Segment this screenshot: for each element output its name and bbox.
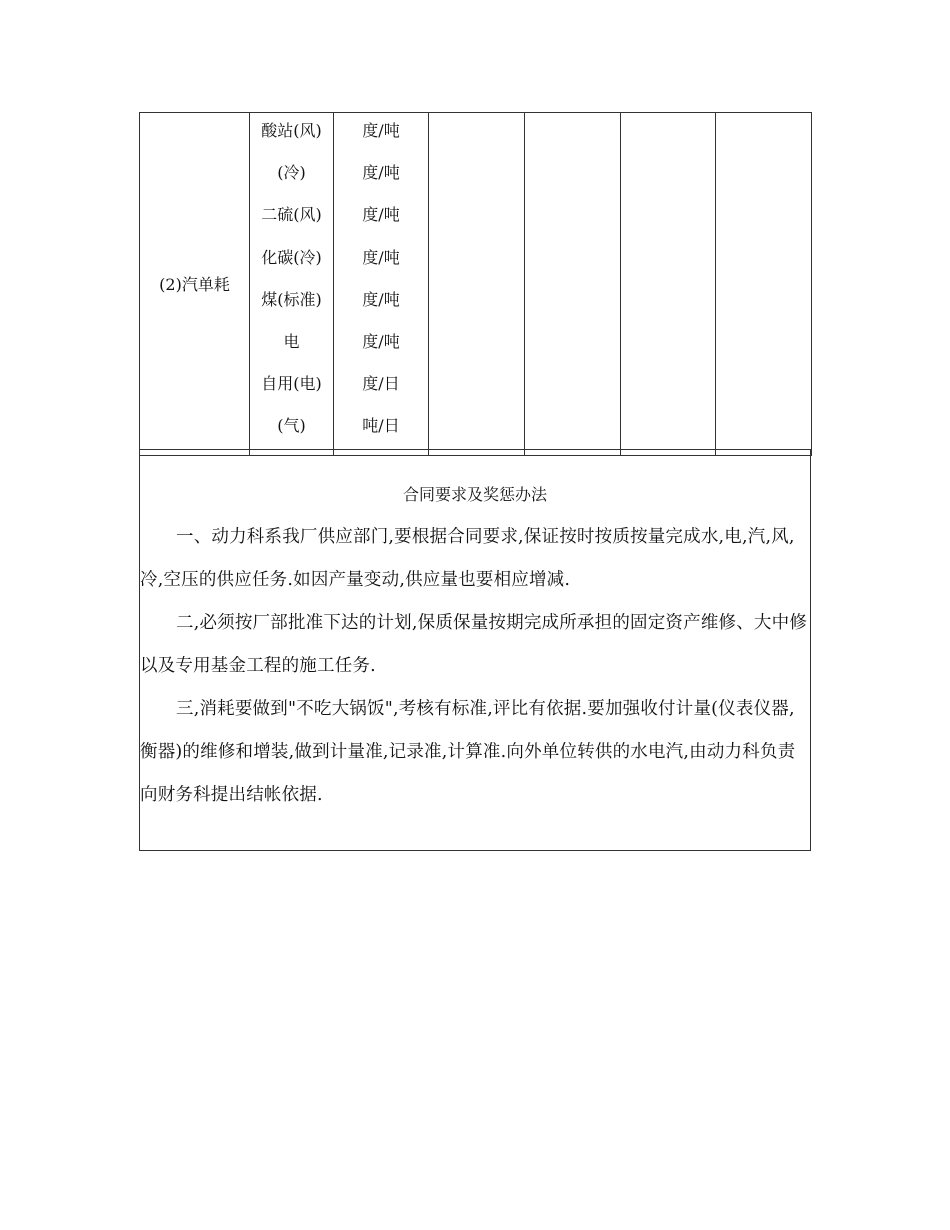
paragraph: 一、动力科系我厂供应部门,要根据合同要求,保证按时按质按量完成水,电,汽,风,冷,空压的供应任务.如因产量变动,供应量也要相应增减. bbox=[140, 527, 795, 590]
table-row bbox=[140, 113, 812, 456]
unit-line: 度/日 bbox=[362, 374, 400, 394]
empty-cell bbox=[429, 113, 525, 456]
item-line: 化碳(冷) bbox=[261, 247, 322, 267]
row-label: (2)汽单耗 bbox=[159, 275, 230, 295]
row-label-cell bbox=[140, 113, 250, 456]
unit-line: 度/吨 bbox=[362, 331, 400, 351]
unit-line: 度/吨 bbox=[362, 163, 400, 183]
empty-cell bbox=[716, 113, 812, 456]
empty-cell bbox=[621, 113, 716, 456]
item-line: 电 bbox=[283, 331, 300, 351]
item-line: (冷) bbox=[277, 163, 306, 183]
paragraph: 三,消耗要做到"不吃大锅饭",考核有标准,评比有依据.要加强收付计量(仪表仪器,衡器)的维修和增装,做到计量准,记录准,计算准.向外单位转供的水电汽,由动力科负责向财务科提出结帐依据. bbox=[140, 699, 796, 805]
item-line: (气) bbox=[277, 416, 306, 436]
unit-cell bbox=[334, 113, 429, 456]
item-line: 煤(标准) bbox=[261, 289, 322, 309]
unit-line: 度/吨 bbox=[362, 121, 400, 140]
consumption-table bbox=[139, 112, 812, 456]
item-line: 自用(电) bbox=[261, 374, 322, 394]
empty-cell bbox=[525, 113, 621, 456]
unit-line: 度/吨 bbox=[362, 205, 400, 225]
section-title: 合同要求及奖惩办法 bbox=[402, 485, 547, 504]
unit-line: 度/吨 bbox=[362, 247, 400, 267]
unit-line: 度/吨 bbox=[362, 289, 400, 309]
contract-section bbox=[139, 449, 811, 851]
item-line: 二硫(风) bbox=[261, 205, 322, 225]
unit-line: 吨/日 bbox=[362, 416, 400, 436]
paragraph: 二,必须按厂部批准下达的计划,保质保量按期完成所承担的固定资产维修、大中修以及专用基金工程的施工任务. bbox=[140, 613, 808, 676]
item-line: 酸站(风) bbox=[261, 121, 322, 140]
item-cell bbox=[250, 113, 334, 456]
